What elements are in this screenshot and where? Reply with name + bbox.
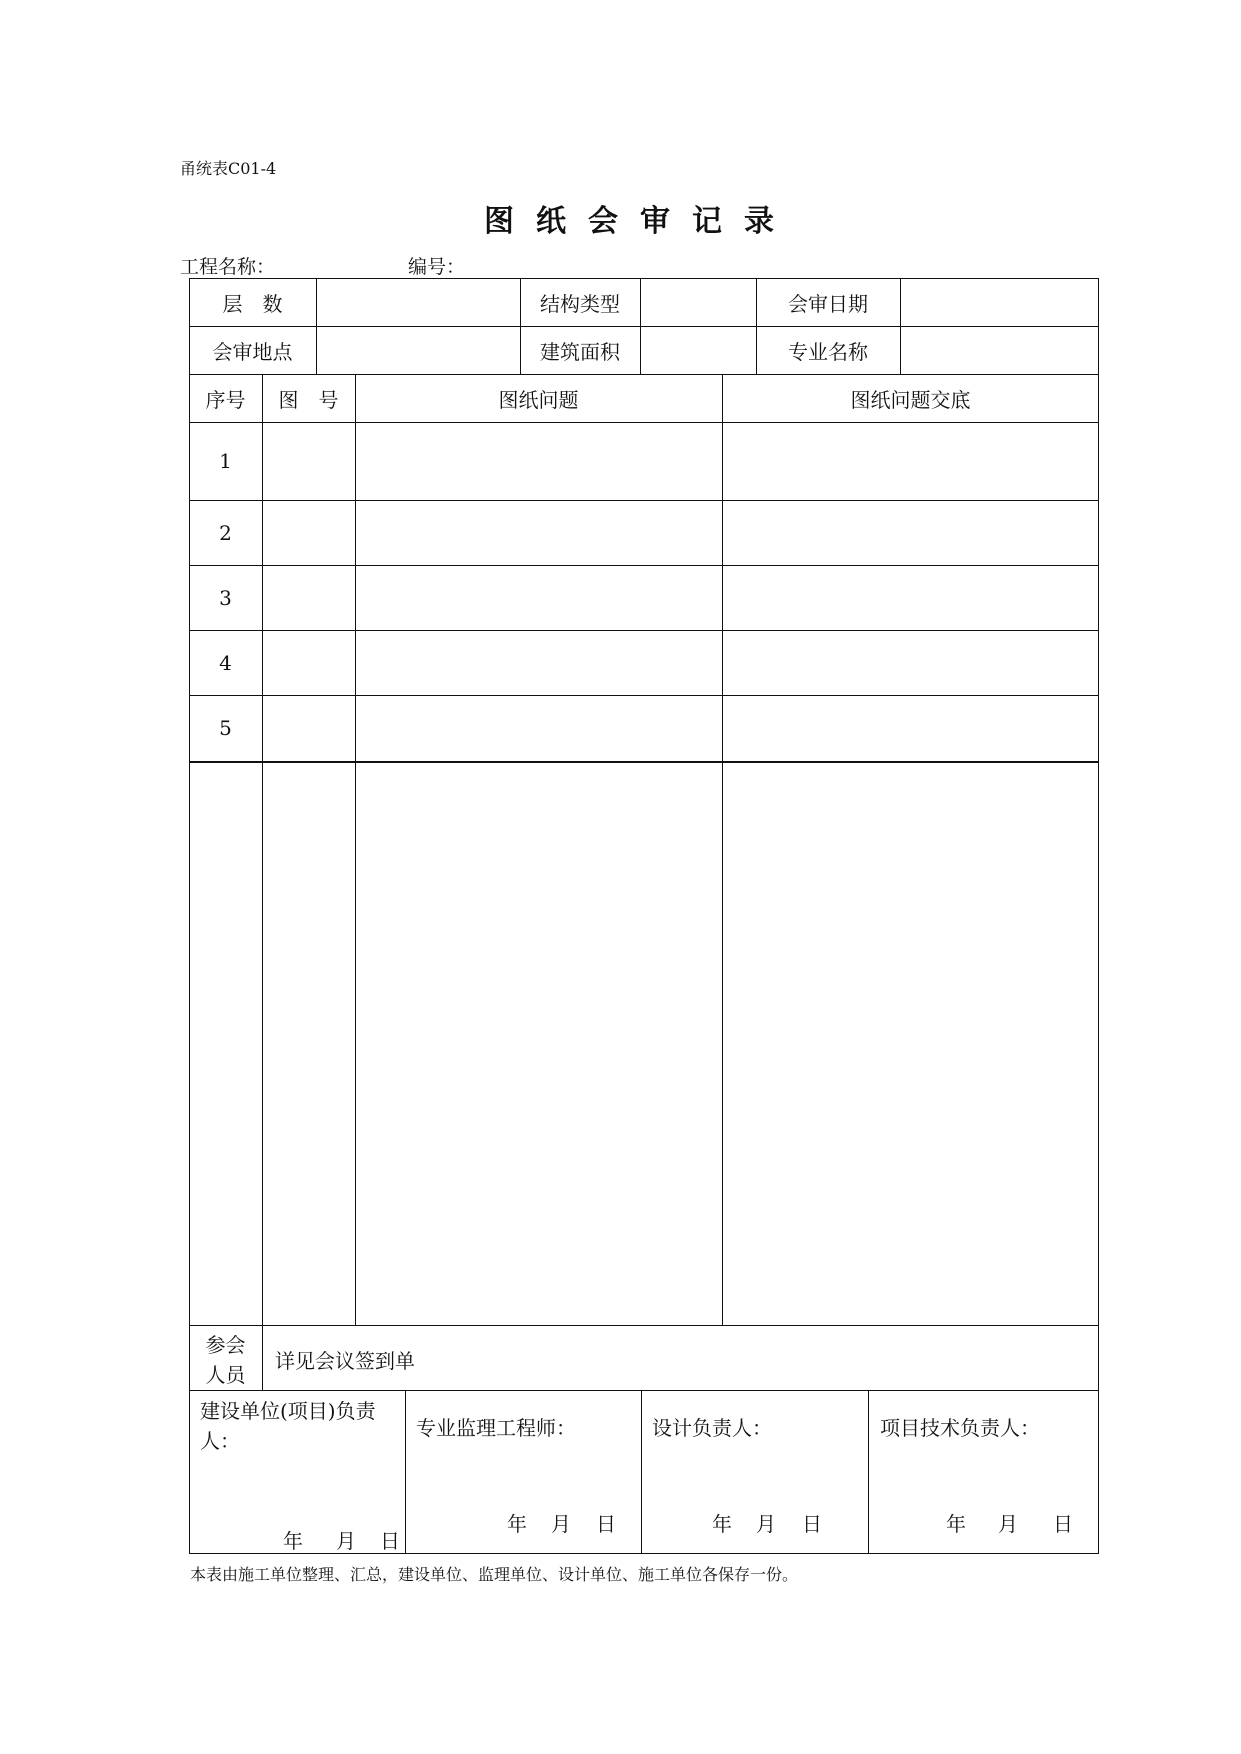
date-year: 年 — [283, 1529, 303, 1553]
building-area-value[interactable] — [640, 326, 756, 374]
date-day: 日 — [1053, 1512, 1073, 1536]
date-month: 月 — [336, 1529, 356, 1553]
date-day: 日 — [802, 1512, 822, 1536]
date-year: 年 — [946, 1512, 966, 1536]
row-divider — [189, 1390, 1099, 1391]
attendees-label-line2: 人员 — [205, 1363, 246, 1387]
specialty-value[interactable] — [900, 326, 1099, 374]
row-divider — [189, 761, 1099, 763]
floors-value[interactable] — [316, 278, 520, 326]
row-divider — [189, 695, 1099, 696]
date-month: 月 — [551, 1512, 571, 1536]
row-number: 5 — [219, 716, 232, 740]
number-label: 编号： — [408, 256, 466, 278]
column-divider — [262, 374, 263, 1390]
floors-label: 层 数 — [222, 291, 283, 316]
header-drawing-no: 图 号 — [278, 387, 339, 412]
footnote: 本表由施工单位整理、汇总，建设单位、监理单位、设计单位、施工单位各保存一份。 — [190, 1565, 799, 1584]
specialty-label: 专业名称 — [788, 339, 868, 364]
column-divider — [641, 1390, 642, 1554]
header-response: 图纸问题交底 — [850, 387, 971, 412]
project-name-label: 工程名称： — [180, 256, 276, 278]
row-divider — [189, 1325, 1099, 1326]
row-number: 4 — [219, 650, 232, 675]
date-day: 日 — [380, 1529, 400, 1553]
review-date-value[interactable] — [900, 278, 1099, 326]
tech-lead-signatory-label: 项目技术负责人： — [880, 1416, 1040, 1440]
structure-type-value[interactable] — [640, 278, 756, 326]
date-year: 年 — [507, 1512, 527, 1536]
column-divider — [722, 374, 723, 1325]
row-divider — [189, 500, 1099, 501]
supervisor-signatory-label: 专业监理工程师： — [416, 1416, 576, 1440]
header-seq: 序号 — [205, 387, 246, 412]
row-number: 2 — [219, 520, 232, 545]
row-number: 1 — [219, 449, 232, 473]
attendees-label-line1: 参会 — [205, 1333, 246, 1357]
structure-type-label: 结构类型 — [540, 291, 620, 316]
date-day: 日 — [596, 1512, 616, 1536]
review-date-label: 会审日期 — [788, 291, 868, 316]
location-label: 会审地点 — [212, 339, 293, 364]
building-area-label: 建筑面积 — [540, 339, 620, 364]
row-number: 3 — [219, 585, 232, 610]
attendees-label — [189, 1330, 262, 1390]
column-divider — [868, 1390, 869, 1554]
row-divider — [189, 630, 1099, 631]
date-month: 月 — [998, 1512, 1018, 1536]
date-month: 月 — [756, 1512, 776, 1536]
column-divider — [355, 374, 356, 1325]
row-divider — [189, 422, 1099, 423]
page-title: 图纸会审记录 — [484, 204, 796, 239]
designer-signatory-label: 设计负责人： — [652, 1416, 772, 1440]
location-value[interactable] — [316, 326, 520, 374]
attendees-value: 详见会议签到单 — [275, 1349, 415, 1373]
row-divider — [189, 565, 1099, 566]
header-issue: 图纸问题 — [498, 387, 579, 412]
form-code: 甬统表C01-4 — [180, 159, 277, 178]
column-divider — [405, 1390, 406, 1554]
owner-signatory-label: 建设单位(项目)负责人： — [200, 1399, 376, 1453]
date-year: 年 — [712, 1512, 732, 1536]
